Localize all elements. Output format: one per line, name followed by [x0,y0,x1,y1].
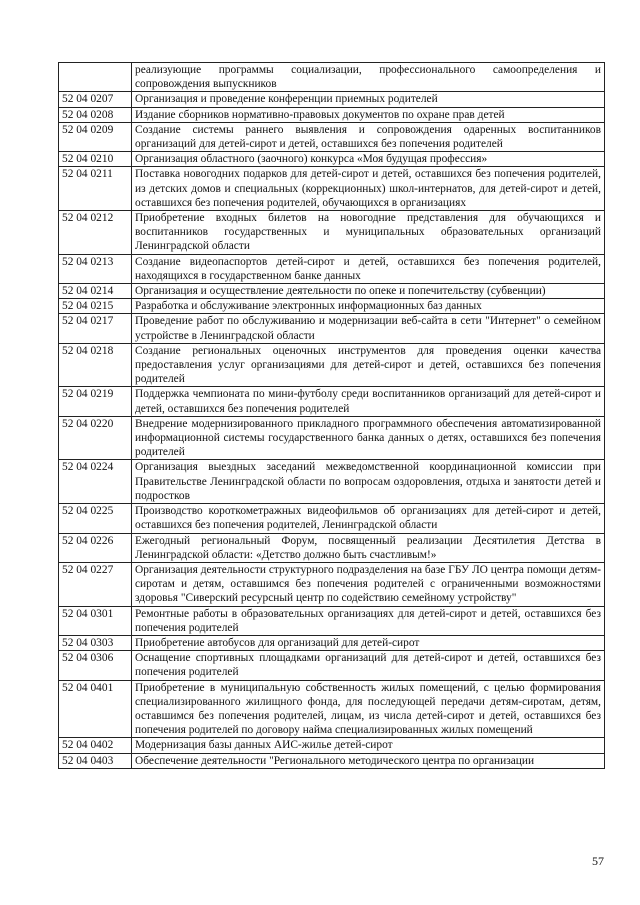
code-cell: 52 04 0219 [59,387,132,416]
table-row [59,533,605,562]
code-cell: 52 04 0209 [59,122,132,151]
budget-codes-table [58,62,605,769]
description-cell: Проведение работ по обслуживанию и модернизации веб-сайта в сети "Интернет" о семейном устройстве в Ленинградской области [132,314,605,343]
table-row [59,211,605,255]
table-row [59,107,605,122]
code-cell: 52 04 0217 [59,314,132,343]
description-cell: Разработка и обслуживание электронных информационных баз данных [132,299,605,314]
description-cell: Издание сборников нормативно-правовых документов по охране прав детей [132,107,605,122]
code-cell: 52 04 0224 [59,460,132,504]
description-cell: Поставка новогодних подарков для детей-сирот и детей, оставшихся без попечения родителей, из детских домов и специальных (коррекционных) школ-интернатов, для детей-сирот и детей, оставшихся без попечения родителей, обучающихся в организациях [132,167,605,211]
description-cell: Организация деятельности структурного подразделения на базе ГБУ ЛО центра помощи детям-сиротам и детям, оставшимся без попечения родителей с ограниченными возможностями здоровья "Сиверский ресурсный центр по содействию семейному устройству" [132,562,605,606]
description-cell: Создание видеопаспортов детей-сирот и детей, оставшихся без попечения родителей, находящихся в государственном банке данных [132,254,605,283]
code-cell: 52 04 0403 [59,753,132,768]
table-row [59,167,605,211]
description-cell: Организация выездных заседаний межведомственной координационной комиссии при Правительстве Ленинградской области по вопросам оздоровления, отдыха и занятости детей и подростков [132,460,605,504]
description-cell: Приобретение автобусов для организаций для детей-сирот [132,635,605,650]
code-cell: 52 04 0225 [59,504,132,533]
description-cell: Внедрение модернизированного прикладного программного обеспечения автоматизированной информационной системы государственного банка данных о детях, оставшихся без попечения родителей [132,416,605,460]
table-row [59,254,605,283]
table-row [59,299,605,314]
code-cell: 52 04 0212 [59,211,132,255]
code-cell: 52 04 0215 [59,299,132,314]
description-cell: реализующие программы социализации, профессионального самоопределения и сопровождения выпускников [132,63,605,92]
description-cell: Приобретение входных билетов на новогодние представления для обучающихся и воспитанников государственных и муниципальных образовательных организаций Ленинградской области [132,211,605,255]
description-cell: Обеспечение деятельности "Регионального методического центра по организации [132,753,605,768]
table-row [59,284,605,299]
table-row [59,635,605,650]
table-row [59,63,605,92]
table-row [59,92,605,107]
table-row [59,738,605,753]
table-row [59,343,605,387]
table-row [59,387,605,416]
code-cell: 52 04 0306 [59,651,132,680]
code-cell: 52 04 0210 [59,152,132,167]
code-cell: 52 04 0213 [59,254,132,283]
table-row [59,504,605,533]
table-row [59,314,605,343]
description-cell: Поддержка чемпионата по мини-футболу среди воспитанников организаций для детей-сирот и детей, оставшихся без попечения родителей [132,387,605,416]
description-cell: Создание региональных оценочных инструментов для проведения оценки качества предоставления услуг организациями для детей-сирот и детей, оставшихся без попечения родителей [132,343,605,387]
description-cell: Производство короткометражных видеофильмов об организациях для детей-сирот и детей, оставшихся без попечения родителей, Ленинградской области [132,504,605,533]
table-row [59,562,605,606]
code-cell: 52 04 0220 [59,416,132,460]
page-number: 57 [592,854,604,868]
table-row [59,152,605,167]
table-row [59,651,605,680]
code-cell: 52 04 0226 [59,533,132,562]
table-row [59,680,605,738]
description-cell: Ежегодный региональный Форум, посвященный реализации Десятилетия Детства в Ленинградской области: «Детство должно быть счастливым!» [132,533,605,562]
code-cell: 52 04 0401 [59,680,132,738]
table-row [59,753,605,768]
description-cell: Организация областного (заочного) конкурса «Моя будущая профессия» [132,152,605,167]
description-cell: Оснащение спортивных площадками организаций для детей-сирот и детей, оставшихся без попечения родителей [132,651,605,680]
code-cell: 52 04 0214 [59,284,132,299]
code-cell: 52 04 0227 [59,562,132,606]
table-row [59,606,605,635]
code-cell: 52 04 0208 [59,107,132,122]
code-cell: 52 04 0303 [59,635,132,650]
description-cell: Организация и осуществление деятельности по опеке и попечительству (субвенции) [132,284,605,299]
budget-codes-table-body [59,63,605,769]
code-cell: 52 04 0218 [59,343,132,387]
description-cell: Ремонтные работы в образовательных организациях для детей-сирот и детей, оставшихся без попечения родителей [132,606,605,635]
code-cell: 52 04 0211 [59,167,132,211]
description-cell: Приобретение в муниципальную собственность жилых помещений, с целью формирования специализированного жилищного фонда, для последующей передачи детям-сиротам, детям, оставшимся без попечения родителей, лицам, из числа детей-сирот и детей, оставшихся без попечения родителей по договору найма специализированных жилых помещений [132,680,605,738]
code-cell: 52 04 0301 [59,606,132,635]
description-cell: Организация и проведение конференции приемных родителей [132,92,605,107]
code-cell [59,63,132,92]
description-cell: Модернизация базы данных АИС-жилье детей-сирот [132,738,605,753]
code-cell: 52 04 0402 [59,738,132,753]
table-row [59,122,605,151]
table-row [59,416,605,460]
table-row [59,460,605,504]
description-cell: Создание системы раннего выявления и сопровождения одаренных воспитанников организаций для детей-сирот и детей, оставшихся без попечения родителей [132,122,605,151]
code-cell: 52 04 0207 [59,92,132,107]
